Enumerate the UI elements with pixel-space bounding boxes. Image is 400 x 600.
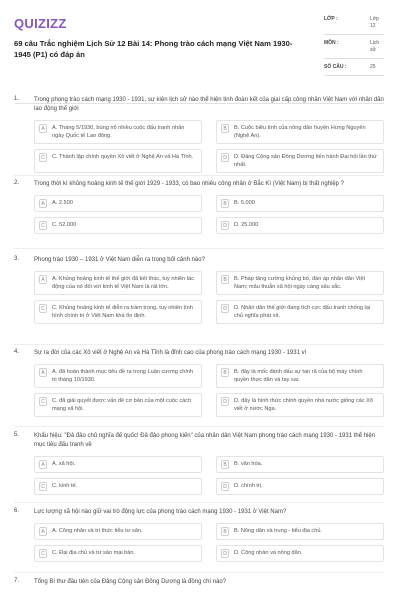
question-number: 7.: [14, 578, 20, 584]
option-text: C. đã giải quyết được vấn đề cơ bản của một cuộc cách mạng xã hội.: [52, 398, 192, 412]
option-text: D. đây là hình thức chính quyền nhà nước giống các Xô viết ở nước Nga.: [234, 398, 373, 412]
option-letter: A: [39, 460, 47, 469]
option-letter: B: [221, 275, 229, 284]
option-text: A. Tháng 5/1930, bùng nổ nhiều cuộc đấu tranh nhân ngày Quốc tế Lao động.: [52, 125, 185, 139]
question-text: Phong trào 1930 – 1931 ở Việt Nam diễn ra trong bối cảnh nào?: [34, 257, 205, 263]
option-b[interactable]: [216, 364, 384, 388]
option-letter: B: [221, 199, 229, 208]
option-letter: D: [221, 549, 229, 558]
worksheet-header: [14, 10, 384, 110]
option-letter: A: [39, 124, 47, 133]
option-letter: D: [221, 153, 229, 162]
option-b[interactable]: [216, 523, 384, 540]
option-letter: C: [39, 221, 47, 230]
options-grid: [34, 271, 384, 324]
question-divider: [14, 175, 384, 176]
option-letter: A: [39, 199, 47, 208]
option-text: A. Khủng hoảng kinh tế thế giới đã kết thúc, tuy nhiên tác động của nó đối với kinh tế Việt Nam là rất lớn.: [52, 276, 195, 290]
question-text: Lực lượng xã hội nào giữ vai trò động lực của phong trào cách mạng 1930 - 1931 ở Việt Nam?: [34, 509, 287, 515]
option-c[interactable]: [34, 149, 202, 173]
options-grid: [34, 456, 384, 495]
meta-panel: [324, 14, 384, 79]
question-5: [14, 432, 384, 495]
option-c[interactable]: [34, 217, 202, 234]
option-letter: A: [39, 368, 47, 377]
option-a[interactable]: [34, 271, 202, 295]
option-letter: A: [39, 275, 47, 284]
option-a[interactable]: [34, 195, 202, 212]
option-a[interactable]: [34, 456, 202, 473]
meta-count-row: [324, 62, 384, 76]
option-a[interactable]: [34, 523, 202, 540]
class-value: Lớp 12: [370, 16, 379, 29]
option-text: C. 52.000: [52, 222, 77, 228]
option-d[interactable]: [216, 545, 384, 562]
question-text: Trong thời kì khủng hoảng kinh tế thế giới 1929 - 1933, có bao nhiêu công nhân ở Bắc Kì (Việt Nam) bị thất nghiệp ?: [34, 181, 345, 187]
options-grid: [34, 523, 384, 562]
option-letter: A: [39, 527, 47, 536]
question-3: [14, 256, 384, 324]
option-letter: C: [39, 549, 47, 558]
option-c[interactable]: [34, 545, 202, 562]
option-letter: B: [221, 460, 229, 469]
question-text: Tổng Bí thư đầu tiên của Đảng Cộng sản Đông Dương là đồng chí nào?: [34, 579, 227, 585]
option-b[interactable]: [216, 195, 384, 212]
option-text: A. xã hội.: [52, 461, 76, 467]
option-letter: B: [221, 124, 229, 133]
question-divider: [14, 248, 384, 249]
option-d[interactable]: [216, 217, 384, 234]
option-letter: C: [39, 153, 47, 162]
question-divider: [14, 572, 384, 573]
option-d[interactable]: [216, 478, 384, 495]
class-label: LỚP :: [324, 16, 338, 22]
option-text: C. Khủng hoảng kinh tế diễn ra trầm trọng, tuy nhiên tình hình chính trị ở Việt Nam khá ổn định.: [52, 305, 193, 319]
option-text: C. kinh tế.: [52, 483, 78, 489]
meta-subject-row: [324, 38, 384, 59]
options-grid: [34, 364, 384, 417]
question-number: 2.: [14, 180, 20, 186]
option-letter: C: [39, 397, 47, 406]
subject-value: Lịch sử: [370, 40, 380, 53]
count-value: 25: [370, 64, 376, 70]
option-a[interactable]: [34, 364, 202, 388]
question-1: [14, 96, 384, 173]
option-a[interactable]: [34, 120, 202, 144]
option-text: B. 5.000: [234, 200, 255, 206]
option-c[interactable]: [34, 300, 202, 324]
option-text: D. Nhân dân thế giới đang tích cực đấu tranh chống lại chủ nghĩa phát xít.: [234, 305, 371, 319]
option-letter: D: [221, 221, 229, 230]
question-text: Sự ra đời của các Xô viết ở Nghệ An và Hà Tĩnh là đỉnh cao của phong trào cách mạng 1930 - 1931 vì: [34, 350, 307, 356]
option-text: B. đây là mốc đánh dấu sự tan rã của bộ máy chính quyền thực dân và tay sai.: [234, 369, 363, 383]
question-divider: [14, 502, 384, 503]
document-title: 69 câu Trắc nghiệm Lịch Sử 12 Bài 14: Phong trào cách mạng Việt Nam 1930-1945 (P1) có đáp án: [14, 39, 293, 59]
option-b[interactable]: [216, 120, 384, 144]
quizizz-logo: QUIZIZZ: [14, 16, 67, 31]
question-divider: [14, 426, 384, 427]
option-text: A. đã hoàn thành mục tiêu đề ra trong Luận cương chính trị tháng 10/1930.: [52, 369, 194, 383]
option-d[interactable]: [216, 393, 384, 417]
question-divider: [14, 344, 384, 345]
question-7: [14, 578, 384, 587]
option-text: C. Thành lập chính quyền Xô viết ở Nghệ An và Hà Tĩnh.: [52, 154, 194, 160]
option-text: D. 25.000: [234, 222, 259, 228]
option-text: D. Đảng Cộng sản Đông Dương tiến hành Đại hội lần thứ nhất.: [234, 154, 377, 168]
option-b[interactable]: [216, 271, 384, 295]
option-c[interactable]: [34, 478, 202, 495]
question-number: 4.: [14, 349, 20, 355]
meta-class-row: [324, 14, 384, 35]
question-text: Khẩu hiệu: "Đả đảo chủ nghĩa đế quốc! Đả đảo phong kiến" của nhân dân Việt Nam phong trào cách mạng 1930 - 1931 thể hiện mục tiêu đấu tranh về: [34, 433, 376, 448]
option-d[interactable]: [216, 300, 384, 324]
option-text: D. chính trị.: [234, 483, 263, 489]
question-text: Trong phong trào cách mạng 1930 - 1931, sự kiện lịch sử nào thể hiện tinh đoàn kết của giai cấp công nhân Việt Nam với nhân dân lao động thế giới: [34, 97, 384, 112]
option-text: B. Nông dân và trung - tiểu địa chủ.: [234, 528, 323, 534]
option-letter: B: [221, 527, 229, 536]
option-d[interactable]: [216, 149, 384, 173]
options-grid: [34, 120, 384, 173]
option-letter: D: [221, 397, 229, 406]
option-text: B. Cuộc biểu tình của nông dân huyện Hưng Nguyên (Nghệ An).: [234, 125, 366, 139]
options-grid: [34, 195, 384, 234]
option-letter: B: [221, 368, 229, 377]
option-text: B. văn hóa.: [234, 461, 263, 467]
question-number: 1.: [14, 96, 20, 102]
question-number: 5.: [14, 432, 20, 438]
subject-label: MÔN :: [324, 40, 339, 46]
option-b[interactable]: [216, 456, 384, 473]
count-label: SỐ CÂU :: [324, 64, 347, 70]
option-text: D. Công nhân và nông dân.: [234, 550, 303, 556]
option-letter: D: [221, 482, 229, 491]
question-6: [14, 508, 384, 562]
option-letter: C: [39, 482, 47, 491]
option-text: B. Pháp tăng cường khủng bố, đàn áp nhân dân Việt Nam; mâu thuẫn xã hội ngày càng sâu sắc.: [234, 276, 366, 290]
question-number: 6.: [14, 508, 20, 514]
option-text: C. Đại địa chủ và tư sản mại bản.: [52, 550, 136, 556]
option-text: A. Công nhân và trí thức tiểu tư sản.: [52, 528, 143, 534]
question-4: [14, 349, 384, 417]
question-number: 3.: [14, 256, 20, 262]
option-text: A. 2.500: [52, 200, 73, 206]
option-letter: D: [221, 304, 229, 313]
option-c[interactable]: [34, 393, 202, 417]
option-letter: C: [39, 304, 47, 313]
question-2: [14, 180, 384, 234]
